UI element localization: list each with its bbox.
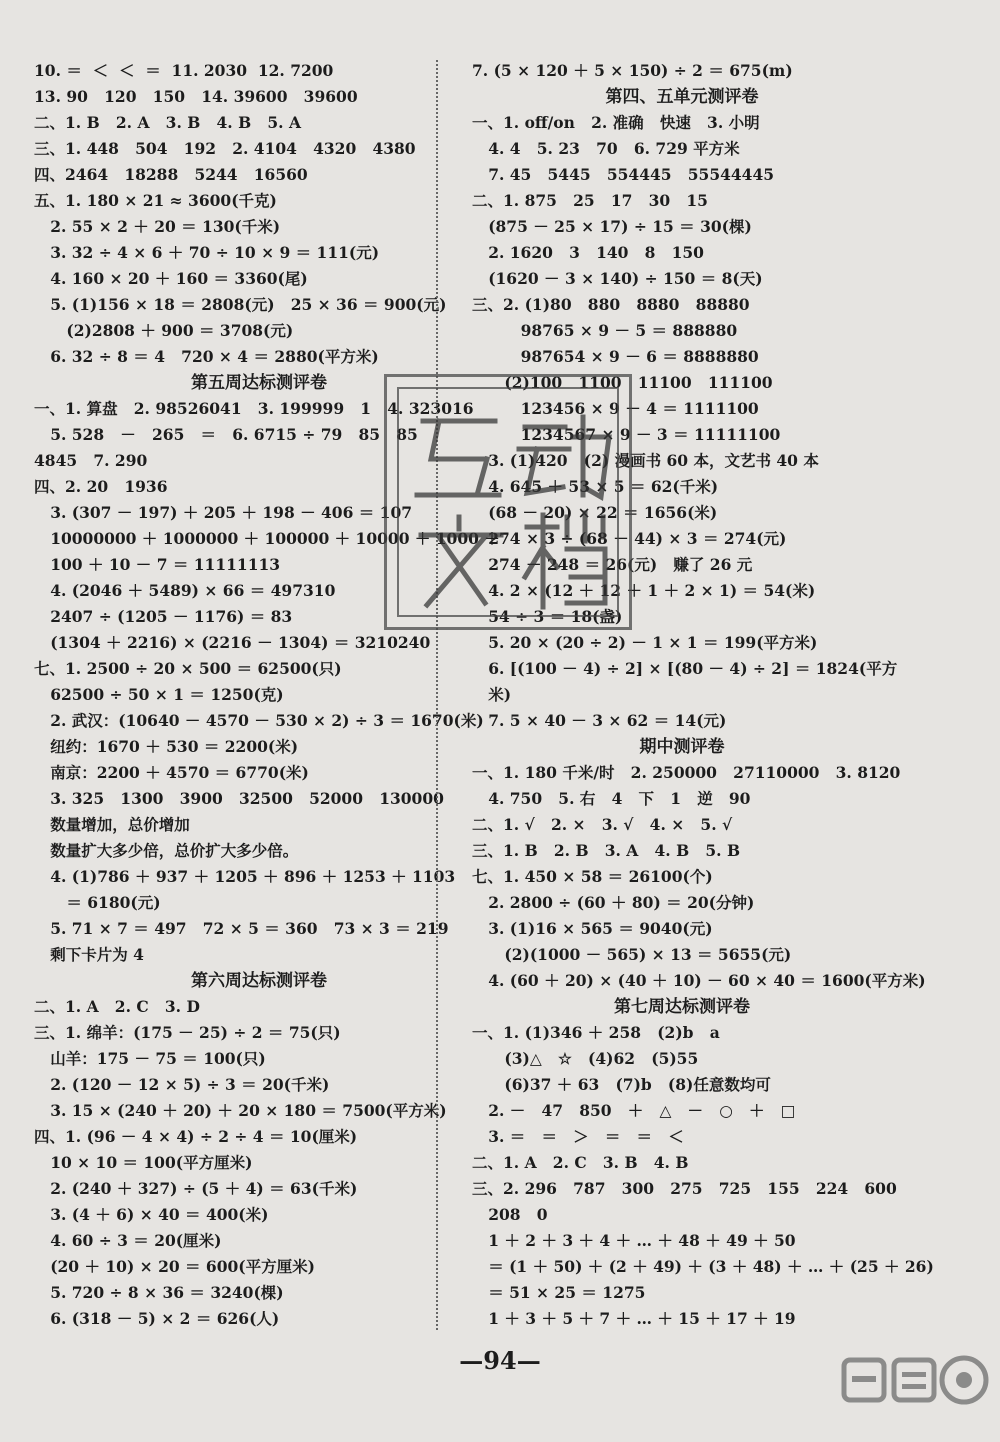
answer-line: (1620 － 3 × 140) ÷ 150 ＝ 8(天) — [472, 269, 763, 288]
answer-line: 五、1. 180 × 21 ≈ 3600(千克) — [34, 191, 277, 210]
answer-line: 54 ÷ 3 ＝ 18(盏) — [472, 607, 623, 626]
answer-line: 数量扩大多少倍，总价扩大多少倍。 — [34, 841, 299, 860]
answer-line: 7. (5 × 120 ＋ 5 × 150) ÷ 2 ＝ 675(m) — [472, 61, 793, 80]
answer-line: 6. (318 － 5) × 2 ＝ 626(人) — [34, 1309, 280, 1328]
answer-line: 剩下卡片为 4 — [34, 945, 144, 964]
page-number: —94— — [459, 1346, 541, 1375]
answer-line: 一、1. off/on 2. 准确 快速 3. 小明 — [472, 113, 760, 132]
answer-line: 2. 1620 3 140 8 150 — [472, 243, 704, 262]
right-column — [472, 58, 992, 1332]
answer-line: 3. 325 1300 3900 32500 52000 130000 — [34, 789, 444, 808]
answer-line: 4. 4 5. 23 70 6. 729 平方米 — [472, 139, 740, 158]
answer-line: 四、2. 20 1936 — [34, 477, 168, 496]
answer-line: 3. 32 ÷ 4 × 6 ＋ 70 ÷ 10 × 9 ＝ 111(元) — [34, 243, 380, 262]
answer-line: 一、1. 180 千米/时 2. 250000 27110000 3. 8120 — [472, 763, 901, 782]
answer-line: ＝ 51 × 25 ＝ 1275 — [472, 1283, 646, 1302]
answer-line: 2. 武汉：(10640 － 4570 － 530 × 2) ÷ 3 ＝ 1670(米) — [34, 711, 484, 730]
answer-line: (875 － 25 × 17) ÷ 15 ＝ 30(棵) — [472, 217, 752, 236]
section-heading: 第四、五单元测评卷 — [605, 87, 759, 107]
answer-line: 3. ＝ ＝ ＞ ＝ ＝ ＜ — [472, 1127, 684, 1146]
answer-line: 3. (307 － 197) ＋ 205 ＋ 198 － 406 ＝ 107 — [34, 503, 413, 522]
answer-line: 七、1. 450 × 58 ＝ 26100(个) — [472, 867, 713, 886]
answer-line: ＝ (1 ＋ 50) ＋ (2 ＋ 49) ＋ (3 ＋ 48) ＋ … ＋ (25 ＋ 26) — [472, 1257, 934, 1276]
answer-line: (2)2808 ＋ 900 ＝ 3708(元) — [34, 321, 294, 340]
answer-line: 5. 71 × 7 ＝ 497 72 × 5 ＝ 360 73 × 3 ＝ 219 — [34, 919, 449, 938]
answer-line: 4. 750 5. 右 4 下 1 逆 90 — [472, 789, 751, 808]
answer-line: 62500 ÷ 50 × 1 ＝ 1250(克) — [34, 685, 284, 704]
answer-line: 二、1. A 2. C 3. B 4. B — [472, 1153, 689, 1172]
answer-line: 2. 55 × 2 ＋ 20 ＝ 130(千米) — [34, 217, 281, 236]
answer-line: 3. (1)420 (2) 漫画书 60 本，文艺书 40 本 — [472, 451, 819, 470]
section-heading: 期中测评卷 — [639, 737, 725, 757]
answer-line: 6. 32 ÷ 8 ＝ 4 720 × 4 ＝ 2880(平方米) — [34, 347, 379, 366]
answer-line: 二、1. 875 25 17 30 15 — [472, 191, 708, 210]
answer-line: 2. 2800 ÷ (60 ＋ 80) ＝ 20(分钟) — [472, 893, 755, 912]
answer-line: 七、1. 2500 ÷ 20 × 500 ＝ 62500(只) — [34, 659, 342, 678]
answer-line: 1 ＋ 3 ＋ 5 ＋ 7 ＋ … ＋ 15 ＋ 17 ＋ 19 — [472, 1309, 796, 1328]
answer-line: 5. 528 － 265 ＝ 6. 6715 ÷ 79 85 85 — [34, 425, 418, 444]
answer-line: 7. 45 5445 554445 55544445 — [472, 165, 775, 184]
watermark-graphic — [838, 1354, 994, 1436]
answer-line: 4. 160 × 20 ＋ 160 ＝ 3360(尾) — [34, 269, 308, 288]
answer-line: 10. ＝ ＜ ＜ ＝ 11. 2030 12. 7200 — [34, 61, 334, 80]
answer-line: 三、2. (1)80 880 8880 88880 — [472, 295, 750, 314]
answer-line: 4. (1)786 ＋ 937 ＋ 1205 ＋ 896 ＋ 1253 ＋ 1103 — [34, 867, 456, 886]
section-heading: 第七周达标测评卷 — [614, 997, 750, 1017]
answer-line: 123456 × 9 － 4 ＝ 1111100 — [472, 399, 759, 418]
answer-line: 二、1. √ 2. × 3. √ 4. × 5. √ — [472, 815, 733, 834]
answer-line: 1 ＋ 2 ＋ 3 ＋ 4 ＋ … ＋ 48 ＋ 49 ＋ 50 — [472, 1231, 796, 1250]
answer-line: 7. 5 × 40 － 3 × 62 ＝ 14(元) — [472, 711, 727, 730]
answer-line: 274 × 3 ÷ (68 － 44) × 3 ＝ 274(元) — [472, 529, 787, 548]
answer-line: 2. (120 － 12 × 5) ÷ 3 ＝ 20(千米) — [34, 1075, 330, 1094]
answer-line: 南京：2200 ＋ 4570 ＝ 6770(米) — [34, 763, 309, 782]
answer-line: 3. 15 × (240 ＋ 20) ＋ 20 × 180 ＝ 7500(平方米) — [34, 1101, 447, 1120]
answer-line: 2407 ÷ (1205 － 1176) ＝ 83 — [34, 607, 293, 626]
answer-line: 10 × 10 ＝ 100(平方厘米) — [34, 1153, 253, 1172]
answer-line: 5. 720 ÷ 8 × 36 ＝ 3240(棵) — [34, 1283, 284, 1302]
answer-line: (3)△ ☆ (4)62 (5)55 — [472, 1049, 699, 1068]
answer-line: 纽约：1670 ＋ 530 ＝ 2200(米) — [34, 737, 299, 756]
answer-line: 4. (60 ＋ 20) × (40 ＋ 10) － 60 × 40 ＝ 1600(平方米) — [472, 971, 926, 990]
answer-line: ＝ 6180(元) — [34, 893, 161, 912]
answer-line: 5. 20 × (20 ÷ 2) － 1 × 1 ＝ 199(平方米) — [472, 633, 818, 652]
stamp-seal — [384, 374, 632, 630]
answer-line: 4. 2 × (12 ＋ 12 ＋ 1 ＋ 2 × 1) ＝ 54(米) — [472, 581, 816, 600]
answer-line: 四、1. (96 － 4 × 4) ÷ 2 ÷ 4 ＝ 10(厘米) — [34, 1127, 358, 1146]
answer-line: 274 － 248 ＝ 26(元) 赚了 26 元 — [472, 555, 753, 574]
answer-line: (1304 ＋ 2216) × (2216 － 1304) ＝ 3210240 — [34, 633, 431, 652]
answer-line: 4. 60 ÷ 3 ＝ 20(厘米) — [34, 1231, 222, 1250]
left-column — [34, 58, 500, 1332]
answer-line: 一、1. 算盘 2. 98526041 3. 199999 1 4. 323016 — [34, 399, 474, 418]
answer-line: 2. － 47 850 ＋ △ － ○ ＋ □ — [472, 1101, 796, 1120]
answer-line: 13. 90 120 150 14. 39600 39600 — [34, 87, 358, 106]
answer-line: 四、2464 18288 5244 16560 — [34, 165, 308, 184]
answer-line: 4. (2046 ＋ 5489) × 66 ＝ 497310 — [34, 581, 336, 600]
answer-line: (68 － 20) × 22 ＝ 1656(米) — [472, 503, 718, 522]
watermark-logo — [838, 1354, 994, 1436]
answer-line: 二、1. B 2. A 3. B 4. B 5. A — [34, 113, 301, 132]
answer-line: 208 0 — [472, 1205, 548, 1224]
answer-line: (6)37 ＋ 63 (7)b (8)任意数均可 — [472, 1075, 771, 1094]
column-divider — [436, 60, 438, 1330]
answer-line: 数量增加，总价增加 — [34, 815, 190, 834]
answer-line: 3. (1)16 × 565 ＝ 9040(元) — [472, 919, 713, 938]
answer-line: 98765 × 9 － 5 ＝ 888880 — [472, 321, 738, 340]
answer-line: 山羊：175 － 75 ＝ 100(只) — [34, 1049, 266, 1068]
answer-line: 5. (1)156 × 18 ＝ 2808(元) 25 × 36 ＝ 900(元) — [34, 295, 447, 314]
answer-line: 2. (240 ＋ 327) ÷ (5 ＋ 4) ＝ 63(千米) — [34, 1179, 358, 1198]
answer-line: (2)(1000 － 565) × 13 ＝ 5655(元) — [472, 945, 792, 964]
stamp-seal-glyphs — [387, 377, 635, 633]
section-heading: 第六周达标测评卷 — [191, 971, 327, 991]
answer-line: 一、1. (1)346 ＋ 258 (2)b a — [472, 1023, 720, 1042]
answer-line: 6. [(100 － 4) ÷ 2] × [(80 － 4) ÷ 2] ＝ 1824(平方 — [472, 659, 898, 678]
answer-line: 4845 7. 290 — [34, 451, 148, 470]
answer-line: 3. (4 ＋ 6) × 40 ＝ 400(米) — [34, 1205, 269, 1224]
answer-line: 米) — [472, 685, 512, 704]
section-heading: 第五周达标测评卷 — [191, 373, 327, 393]
answer-line: 三、1. 448 504 192 2. 4104 4320 4380 — [34, 139, 416, 158]
answer-line: 100 ＋ 10 － 7 ＝ 11111113 — [34, 555, 281, 574]
answer-line: 二、1. A 2. C 3. D — [34, 997, 200, 1016]
answer-line: 三、1. 绵羊：(175 － 25) ÷ 2 ＝ 75(只) — [34, 1023, 341, 1042]
answer-line: 10000000 ＋ 1000000 ＋ 100000 ＋ 10000 ＋ 1000 ＋ — [34, 529, 500, 548]
answer-line: 三、2. 296 787 300 275 725 155 224 600 — [472, 1179, 897, 1198]
answer-line: (20 ＋ 10) × 20 ＝ 600(平方厘米) — [34, 1257, 315, 1276]
answer-line: 4. 645 ＋ 53 × 5 ＝ 62(千米) — [472, 477, 719, 496]
answer-line: (2)100 1100 11100 111100 — [472, 373, 773, 392]
answer-line: 987654 × 9 － 6 ＝ 8888880 — [472, 347, 759, 366]
answer-line: 三、1. B 2. B 3. A 4. B 5. B — [472, 841, 741, 860]
answer-line: 1234567 × 9 － 3 ＝ 11111100 — [472, 425, 781, 444]
